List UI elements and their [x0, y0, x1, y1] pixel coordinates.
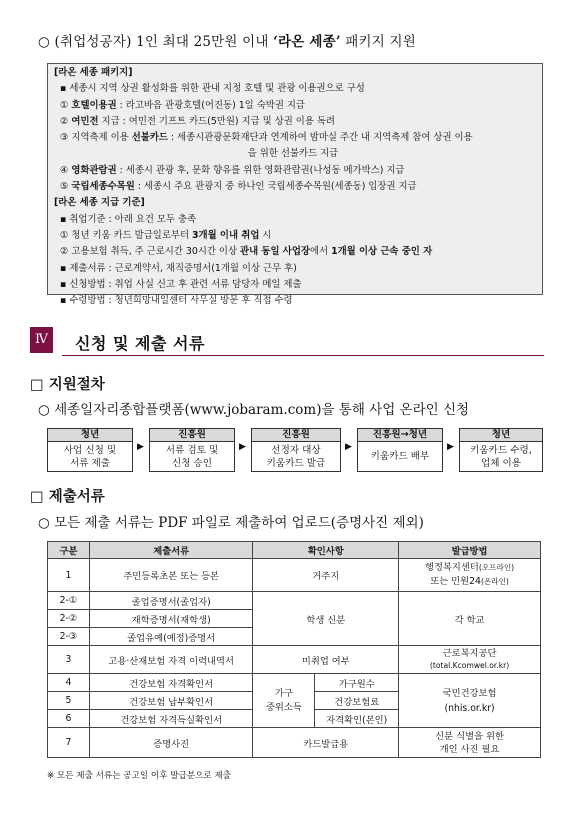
- criteria-line: ▪ 수령방법 : 청년희망내일센터 사무실 방문 후 직접 수령: [60, 295, 293, 307]
- check-sub: 자격확인(본인): [315, 710, 399, 728]
- doc-name: 주민등록초본 또는 등본: [89, 559, 253, 592]
- flow-arrow-icon: ▶: [239, 442, 246, 452]
- item-text: 지급 : 여민전 기프트 카드(5만원) 지급 및 상권 이용 독려: [98, 115, 335, 127]
- table-row: [48, 559, 541, 592]
- criteria-text: ② 고용보험 취득, 주 근로시간 30시간 이상: [60, 246, 241, 258]
- documents-table: [47, 541, 541, 758]
- row-number: 2-①: [48, 592, 90, 610]
- item-title: 선불카드: [131, 132, 168, 144]
- package-item-festival-cont: 을 위한 선불카드 지급: [247, 148, 339, 160]
- package-item-movie: [54, 163, 542, 179]
- item-title: 여민전: [71, 115, 99, 127]
- check-item: 거주지: [253, 559, 399, 592]
- row-number: 2-③: [48, 628, 90, 646]
- flow-text: 선정자 대상: [271, 445, 321, 456]
- documents-paragraph: ○ 모든 제출 서류는 PDF 파일로 제출하여 업로드(증명사진 제외): [38, 515, 424, 531]
- item-text: 지역축제 이용: [71, 132, 132, 144]
- doc-name: 졸업증명서(졸업자): [89, 592, 253, 610]
- item-number: ⑤: [60, 181, 69, 193]
- item-text: : 라고바음 관광호텔(어진동) 1일 숙박권 지급: [116, 99, 305, 111]
- doc-name: 졸업유예(예정)증명서: [89, 628, 253, 646]
- footnote: ※ 모든 제출 서류는 공고일 이후 발급분으로 제출: [47, 771, 232, 781]
- doc-name: 증명사진: [89, 728, 253, 758]
- doc-name: 재학증명서(재학생): [89, 610, 253, 628]
- check-item: 카드발급용: [253, 728, 399, 758]
- col-header: 발급방법: [399, 542, 541, 559]
- intro-text: (취업성공자) 1인 최대 25만원 이내: [54, 34, 274, 50]
- flow-text: 키움카드 발급: [266, 458, 326, 469]
- issue-method: 각 학교: [399, 592, 541, 646]
- table-row: [48, 646, 541, 674]
- doc-name: 고용·산재보험 자격 이력내역서: [89, 646, 253, 674]
- row-number: 4: [48, 674, 90, 692]
- issue-method: [399, 674, 541, 728]
- item-text: : 세종시 주요 관광지 중 하나인 국립세종수목원(세종동) 입장권 지급: [134, 181, 417, 193]
- table-row: [48, 592, 541, 610]
- flow-actor: 진흥원→청년: [358, 429, 442, 442]
- issue-text: 근로복지공단: [442, 647, 497, 659]
- issue-text: (nhis.or.kr): [444, 702, 495, 714]
- check-item: [253, 674, 315, 728]
- issue-text: 행정복지센터: [424, 562, 479, 573]
- intro-highlight: ‘라온 세종’: [273, 34, 341, 50]
- criteria-line: ▪ 신청방법 : 취업 사실 신고 후 관련 서류 담당자 메일 제출: [60, 278, 302, 290]
- flow-step-1: [47, 428, 133, 472]
- row-number: 2-②: [48, 610, 90, 628]
- item-number: ①: [60, 99, 69, 111]
- flow-step-2: [149, 428, 235, 472]
- flow-arrow-icon: ▶: [345, 442, 352, 452]
- flow-actor: 진흥원: [150, 429, 234, 442]
- package-item-arboretum: [54, 179, 542, 195]
- criteria-bold: 1개월 이상 근속 중인 자: [331, 246, 433, 258]
- item-number: ③: [60, 132, 69, 144]
- issue-note: (total.Kcomwel.or.kr): [429, 660, 510, 670]
- section-number: Ⅳ: [30, 327, 53, 353]
- intro-line: [38, 30, 416, 50]
- flow-text: 업체 이용: [480, 458, 522, 469]
- doc-name: 건강보험 자격확인서: [89, 674, 253, 692]
- section-divider: [62, 355, 544, 356]
- flow-text: 사업 신청 및: [63, 445, 117, 456]
- flow-actor: 청년: [460, 429, 542, 442]
- criteria-text: 시: [259, 229, 272, 241]
- table-row: [48, 674, 541, 692]
- flow-text: 서류 검토 및: [165, 445, 219, 456]
- col-header: 구분: [48, 542, 90, 559]
- item-number: ④: [60, 164, 69, 176]
- flow-text: 키움카드 수령,: [470, 445, 532, 456]
- issue-note: (오프라인): [478, 563, 515, 572]
- row-number: 1: [48, 559, 90, 592]
- criteria-bold: 관내 동일 사업장: [240, 246, 310, 258]
- intro-bullet: ○: [38, 34, 50, 50]
- flow-arrow-icon: ▶: [137, 442, 144, 452]
- item-title: 국립세종수목원: [71, 181, 135, 193]
- package-item-festival: [54, 130, 542, 146]
- flow-text: 키움카드 배부: [370, 451, 430, 462]
- row-number: 7: [48, 728, 90, 758]
- check-sub: 건강보험료: [315, 692, 399, 710]
- intro-text-end: 패키지 지원: [340, 34, 416, 50]
- criteria-line: ▪ 취업기준 : 아래 요건 모두 충족: [60, 213, 197, 225]
- table-header-row: [48, 542, 541, 559]
- issue-text: 개인 사진 필요: [439, 743, 500, 755]
- flow-actor: 청년: [48, 429, 132, 442]
- documents-heading: □ 제출서류: [30, 489, 105, 505]
- issue-method: [399, 728, 541, 758]
- check-text: 가구: [274, 687, 293, 699]
- issue-text: 신분 식별을 위한: [435, 730, 504, 742]
- check-item: 미취업 여부: [253, 646, 399, 674]
- criteria-line: ▪ 제출서류 : 근로계약서, 재직증명서(1개월 이상 근무 후): [60, 262, 297, 274]
- doc-name: 건강보험 납부확인서: [89, 692, 253, 710]
- item-number: ②: [60, 115, 69, 127]
- criteria-text: 에서: [309, 246, 332, 258]
- row-number: 3: [48, 646, 90, 674]
- criteria-line: [54, 228, 542, 244]
- package-info-box: [47, 63, 543, 307]
- col-header: 확인사항: [253, 542, 399, 559]
- procedure-heading: □ 지원절차: [30, 377, 105, 393]
- issue-text: 또는 민원24: [430, 576, 481, 587]
- flow-step-4: [357, 428, 443, 472]
- issue-text: 국민건강보험: [442, 687, 497, 699]
- criteria-heading: [라온 세종 지급 기준]: [54, 197, 145, 209]
- flow-step-3: [251, 428, 341, 472]
- item-title: 호텔이용권: [71, 99, 117, 111]
- flow-text: 신청 승인: [171, 458, 213, 469]
- section-title: 신청 및 제출 서류: [75, 334, 205, 353]
- procedure-paragraph: ○ 세종일자리종합플랫폼(www.jobaram.com)을 통해 사업 온라인 신청: [38, 402, 470, 418]
- item-title: 영화관람권: [71, 164, 117, 176]
- item-text: : 세종시관광문화재단과 연계하여 밤마실 주간 내 지역축제 참여 상권 이용: [167, 132, 473, 144]
- issue-method: [399, 646, 541, 674]
- flow-actor: 진흥원: [252, 429, 340, 442]
- row-number: 5: [48, 692, 90, 710]
- row-number: 6: [48, 710, 90, 728]
- check-text: 중위소득: [265, 701, 302, 713]
- flow-arrow-icon: ▶: [447, 442, 454, 452]
- col-header: 제출서류: [89, 542, 253, 559]
- criteria-line: [54, 244, 542, 260]
- table-row: [48, 728, 541, 758]
- item-text: : 세종시 관광 후, 문화 향유를 위한 영화관람권(나성동 메가박스) 지급: [116, 164, 405, 176]
- flow-text: 서류 제출: [69, 458, 111, 469]
- package-line: ▪ 세종시 지역 상권 활성화를 위한 관내 지정 호텔 및 관광 이용권으로 구성: [60, 83, 365, 95]
- issue-note: (온라인): [480, 577, 509, 586]
- package-heading: [라온 세종 패키지]: [54, 67, 133, 78]
- check-item: 학생 신분: [253, 592, 399, 646]
- package-item-hotel: [54, 98, 542, 114]
- criteria-bold: 3개월 이내 취업: [191, 229, 260, 241]
- issue-method: [399, 559, 541, 592]
- check-sub: 가구원수: [315, 674, 399, 692]
- criteria-text: ① 청년 키움 카드 발급일로부터: [60, 229, 192, 241]
- doc-name: 건강보험 자격득실확인서: [89, 710, 253, 728]
- package-item-yeominjeon: [54, 114, 542, 130]
- flow-step-5: [459, 428, 543, 472]
